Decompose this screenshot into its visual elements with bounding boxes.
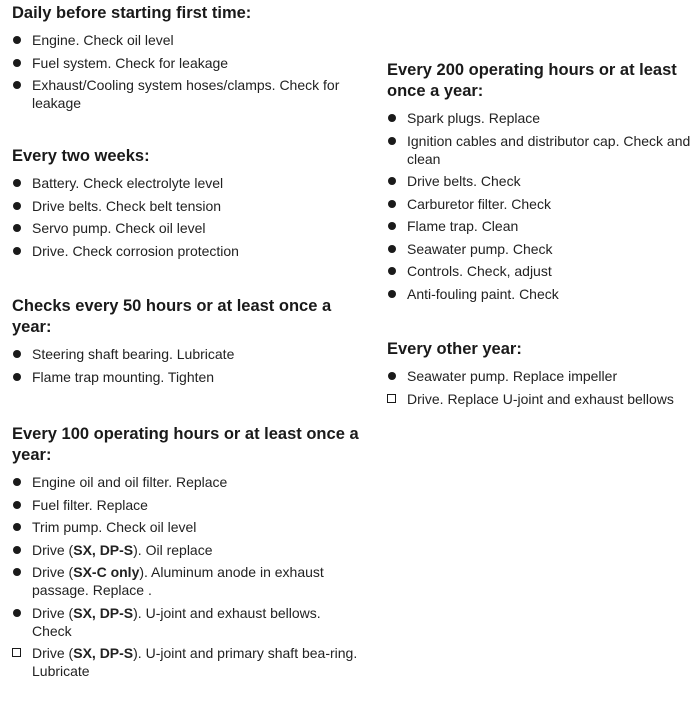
bullet-icon [388, 267, 396, 275]
list-item [12, 541, 362, 559]
bullet-icon [13, 224, 21, 232]
section-heading: Daily before starting first time: [12, 4, 252, 22]
item-text: Drive ( [32, 604, 74, 621]
section-hundred-hours [12, 424, 362, 685]
bullet-icon [388, 177, 396, 185]
item-text: Carburetor filter. Check [407, 195, 551, 212]
item-model-bold: SX, DP-S [73, 645, 134, 661]
list-item [12, 368, 362, 386]
item-text: Exhaust/Cooling system hoses/clamps. Check for leakage [32, 77, 340, 111]
item-text: ). Oil replace [133, 541, 213, 558]
checklist [12, 345, 362, 386]
bullet-icon [13, 247, 21, 255]
item-text: Spark plugs. Replace [407, 110, 541, 126]
list-item [12, 345, 362, 363]
item-model-bold: SX, DP-S [73, 604, 134, 621]
bullet-icon [13, 568, 21, 576]
bullet-icon [13, 179, 21, 187]
bullet-icon [388, 222, 396, 230]
list-item [12, 197, 362, 215]
bullet-icon [13, 501, 21, 509]
item-text: Seawater pump. Check [407, 240, 553, 257]
bullet-icon [388, 200, 396, 208]
item-text: Fuel system. Check for leakage [32, 54, 229, 71]
list-item [12, 242, 362, 260]
bullet-icon [13, 478, 21, 486]
item-model-bold: SX, DP-S [73, 541, 134, 558]
bullet-icon [13, 609, 21, 617]
item-text: Drive belts. Check belt tension [32, 197, 222, 214]
bullet-icon [388, 114, 396, 122]
section-other-year [387, 339, 697, 412]
list-item [387, 172, 697, 190]
list-item [387, 285, 697, 303]
item-text: Drive. Replace U-joint and exhaust bellows [407, 390, 674, 407]
section-heading: Every two weeks: [12, 147, 150, 165]
item-text: Fuel filter. Replace [32, 496, 148, 513]
bullet-icon [388, 372, 396, 380]
section-two-hundred-hours [387, 60, 697, 307]
item-text: Controls. Check, adjust [407, 263, 552, 279]
item-text: Engine. Check oil level [32, 32, 174, 48]
list-item [12, 496, 362, 514]
item-text: Flame trap. Clean [407, 218, 519, 234]
item-text: Seawater pump. Replace impeller [407, 368, 618, 384]
list-item [387, 262, 697, 280]
bullet-icon [13, 373, 21, 381]
section-heading: Checks every 50 hours or at least once a year: [12, 297, 332, 336]
checklist [12, 31, 362, 112]
list-item [12, 76, 362, 112]
list-item [12, 31, 362, 49]
bullet-icon [13, 36, 21, 44]
item-text: Drive ( [32, 564, 74, 580]
list-item [12, 644, 362, 680]
checklist [387, 109, 697, 303]
section-daily [12, 3, 362, 117]
item-text: ). U-joint and primary shaft bea-ring. Lubricate [32, 645, 358, 679]
list-item [387, 195, 697, 213]
list-item [12, 563, 362, 599]
item-text: Engine oil and oil filter. Replace [32, 474, 228, 490]
section-fifty-hours [12, 296, 362, 390]
item-text: Trim pump. Check oil level [32, 519, 197, 535]
item-text: Drive ( [32, 645, 74, 661]
item-text: ). Aluminum anode in exhaust passage. Replace . [32, 564, 324, 598]
section-heading: Every other year: [387, 340, 522, 358]
item-text: Drive. Check corrosion protection [32, 242, 239, 259]
item-text: Steering shaft bearing. Lubricate [32, 346, 235, 362]
checklist [387, 367, 697, 408]
list-item [12, 219, 362, 237]
list-item [12, 174, 362, 192]
item-text: Drive belts. Check [407, 173, 521, 189]
bullet-icon [13, 523, 21, 531]
list-item [12, 604, 362, 640]
checklist [12, 174, 362, 260]
bullet-icon [388, 290, 396, 298]
checkbox-square-icon [387, 394, 396, 403]
list-item [387, 367, 697, 385]
list-item [387, 390, 697, 408]
item-text: Servo pump. Check oil level [32, 220, 206, 236]
list-item [12, 473, 362, 491]
list-item [387, 217, 697, 235]
item-text: Drive ( [32, 541, 74, 558]
bullet-icon [13, 59, 21, 67]
section-two-weeks [12, 146, 362, 264]
list-item [387, 240, 697, 258]
item-text: Anti-fouling paint. Check [407, 285, 559, 302]
item-text: Battery. Check electrolyte level [32, 175, 224, 191]
section-heading: Every 100 operating hours or at least once a year: [12, 425, 359, 464]
list-item [387, 132, 697, 168]
bullet-icon [388, 137, 396, 145]
bullet-icon [13, 350, 21, 358]
bullet-icon [13, 202, 21, 210]
item-text: ). U-joint and exhaust bellows. Check [32, 604, 321, 639]
list-item [12, 518, 362, 536]
bullet-icon [388, 245, 396, 253]
list-item [387, 109, 697, 127]
list-item [12, 54, 362, 72]
checkbox-square-icon [12, 648, 21, 657]
item-model-bold: SX-C only [73, 564, 140, 580]
bullet-icon [13, 546, 21, 554]
item-text: Ignition cables and distributor cap. Check and clean [407, 132, 691, 167]
section-heading: Every 200 operating hours or at least once a year: [387, 61, 677, 100]
bullet-icon [13, 81, 21, 89]
checklist [12, 473, 362, 680]
item-text: Flame trap mounting. Tighten [32, 368, 215, 385]
